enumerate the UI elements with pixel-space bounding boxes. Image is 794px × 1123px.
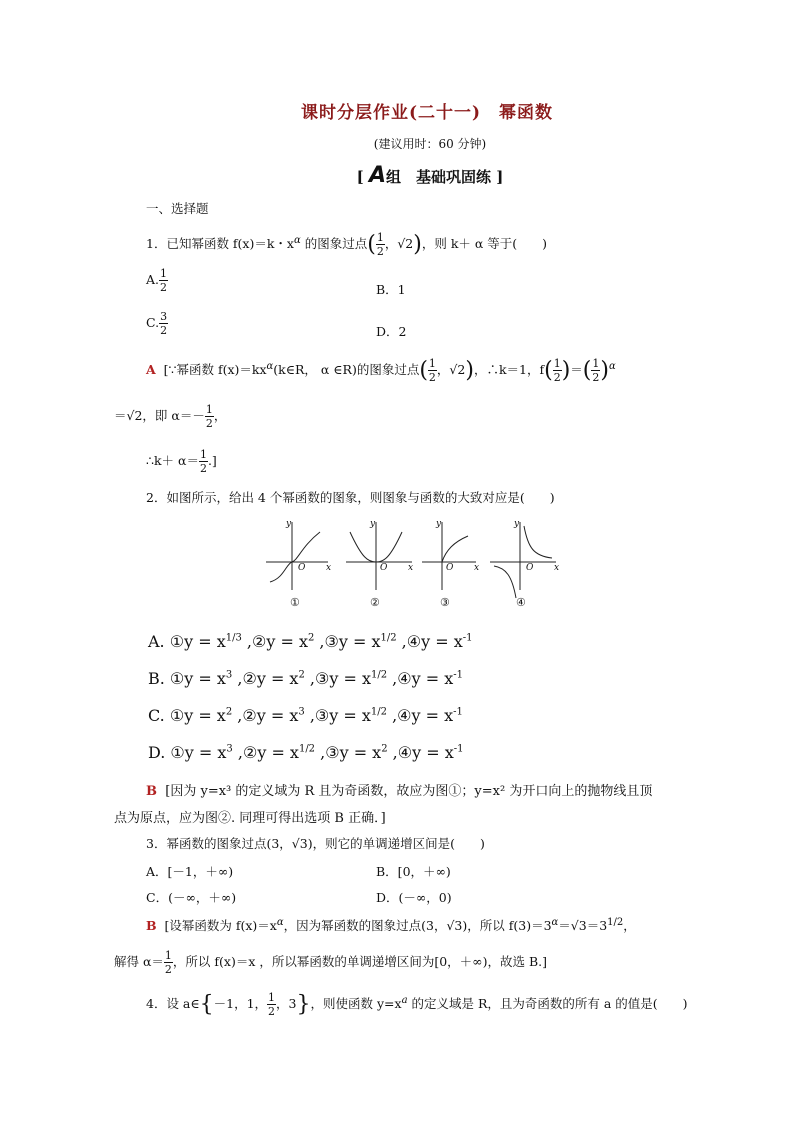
svg-text:O: O bbox=[446, 563, 454, 573]
q1-paren-close: ) bbox=[413, 232, 422, 257]
q1-paren-open: ( bbox=[367, 232, 376, 257]
section-heading: 一、选择题 bbox=[146, 201, 209, 216]
q1-stem-b: 的图象过点 bbox=[300, 236, 368, 251]
q1-alpha: α bbox=[293, 234, 301, 246]
timing-note: (建议用时：60 分钟) bbox=[373, 137, 487, 151]
svg-text:O: O bbox=[526, 563, 534, 573]
graph-label-3: ③ bbox=[440, 596, 450, 609]
svg-text:y: y bbox=[514, 519, 520, 529]
q1-sqrt2: ，√2 bbox=[384, 236, 414, 251]
group-label: 组 基础巩固练 bbox=[386, 168, 492, 186]
q3-stem: 3．幂函数的图象过点(3，√3)，则它的单调递增区间是( ) bbox=[146, 836, 485, 851]
graph4-curve-right bbox=[524, 526, 552, 558]
q1-stem-a: 1．已知幂函数 f(x)＝k・x bbox=[146, 236, 294, 251]
q1-point-fraction: $\frac{1}{2}$ bbox=[376, 231, 384, 258]
graph4-curve-left bbox=[494, 566, 516, 598]
q2-graphs-figure bbox=[262, 518, 572, 613]
q1-stem bbox=[146, 232, 547, 257]
graph-label-1: ① bbox=[290, 596, 300, 609]
group-bracket-open: [ bbox=[356, 168, 364, 186]
q2-answer-line2: 点为原点，应为图②. 同理可得出选项 B 正确．] bbox=[114, 811, 386, 826]
q3-answer-letter: B bbox=[146, 918, 157, 933]
q1-answer-line3: ∴k＋ α＝ $\frac{1}{2}$ .] bbox=[146, 448, 217, 475]
graph1-curve bbox=[270, 532, 320, 582]
group-letter: A bbox=[368, 163, 386, 188]
svg-text:x: x bbox=[326, 563, 332, 573]
svg-text:O: O bbox=[380, 563, 388, 573]
graph-label-4: ④ bbox=[516, 596, 526, 609]
q1-option-c: C. $\frac{3}{2}$ bbox=[146, 310, 168, 337]
q3-option-b: B．[0，＋∞) bbox=[376, 864, 451, 879]
q1-option-d: D．2 bbox=[376, 324, 407, 339]
q1-answer-letter: A bbox=[146, 362, 156, 377]
svg-text:x: x bbox=[474, 563, 480, 573]
q2-option-b: B. ①y = $x^3$ ,②y = $x^2$ ,③y = $x^{1/2}$ ,④y = $x^{-1}$ bbox=[148, 669, 463, 688]
q2-answer-line1: B [因为 y=x³ 的定义域为 R 且为奇函数，故应为图①；y=x² 为开口向上的抛物线且顶 bbox=[146, 784, 653, 799]
q4-stem: 4．设 a∈{－1，1， $\frac{1}{2}$ ，3}，则使函数 $y=x^a$ 的定义域是 R，且为奇函数的所有 a 的值是( ) bbox=[146, 991, 688, 1018]
q2-option-d: D. ①y = $x^3$ ,②y = $x^{1/2}$ ,③y = $x^2$ ,④y = $x^{-1}$ bbox=[148, 743, 464, 762]
subject-text: 幂函数 bbox=[499, 103, 554, 123]
q1-answer-line1: A [∵幂函数 $f(x)=kx^\alpha(k\in R$， α ∈R)的图象过点( $\frac{1}{2}$ ，√2)，∴k＝1，f( $\frac{1}{2}$ )＝( $\frac{1}{2}$ )$^\alpha$ bbox=[146, 357, 616, 384]
svg-text:O: O bbox=[298, 563, 306, 573]
q3-option-a: A．[－1，＋∞) bbox=[146, 864, 234, 879]
q3-answer-line2: 解得 α＝ $\frac{1}{2}$ ，所以 f(x)＝x ，所以幂函数的单调递增区间为[0，＋∞)，故选 B.] bbox=[114, 949, 547, 976]
svg-text:y: y bbox=[370, 519, 376, 529]
q3-answer-line1: B [设幂函数为 $f(x)=x^\alpha$，因为幂函数的图象过点(3，√3)，所以 $f(3)=3^\alpha=√3=3^{1/2}$， bbox=[146, 916, 636, 933]
q1-option-a: A. $\frac{1}{2}$ bbox=[146, 267, 168, 294]
page-title bbox=[0, 98, 794, 123]
q1-option-b: B．1 bbox=[376, 282, 406, 297]
q2-stem: 2．如图所示，给出 4 个幂函数的图象，则图象与函数的大致对应是( ) bbox=[146, 490, 555, 505]
group-bracket-close: ] bbox=[496, 168, 504, 186]
q2-answer-letter: B bbox=[146, 784, 157, 799]
group-heading bbox=[0, 163, 794, 188]
q1-answer-line2: ＝√2，即 α＝－ $\frac{1}{2}$ ， bbox=[114, 403, 227, 430]
q1-stem-c: ，则 k＋ α 等于( ) bbox=[421, 236, 548, 251]
graph3-curve bbox=[442, 536, 468, 562]
title-text: 课时分层作业(二十一) bbox=[300, 103, 482, 123]
svg-text:y: y bbox=[286, 519, 292, 529]
q2-option-a: A. ①y = $x^{1/3}$ ,②y = $x^2$ ,③y = $x^{1/2}$ ,④y = $x^{-1}$ bbox=[148, 632, 473, 651]
q3-option-c: C．(－∞，＋∞) bbox=[146, 890, 237, 905]
svg-text:x: x bbox=[408, 563, 414, 573]
q3-option-d: D．(－∞，0) bbox=[376, 890, 452, 905]
q2-option-c: C. ①y = $x^2$ ,②y = $x^3$ ,③y = $x^{1/2}$ ,④y = $x^{-1}$ bbox=[148, 706, 463, 725]
svg-text:x: x bbox=[554, 563, 560, 573]
svg-text:y: y bbox=[436, 519, 442, 529]
graph-label-2: ② bbox=[370, 596, 380, 609]
